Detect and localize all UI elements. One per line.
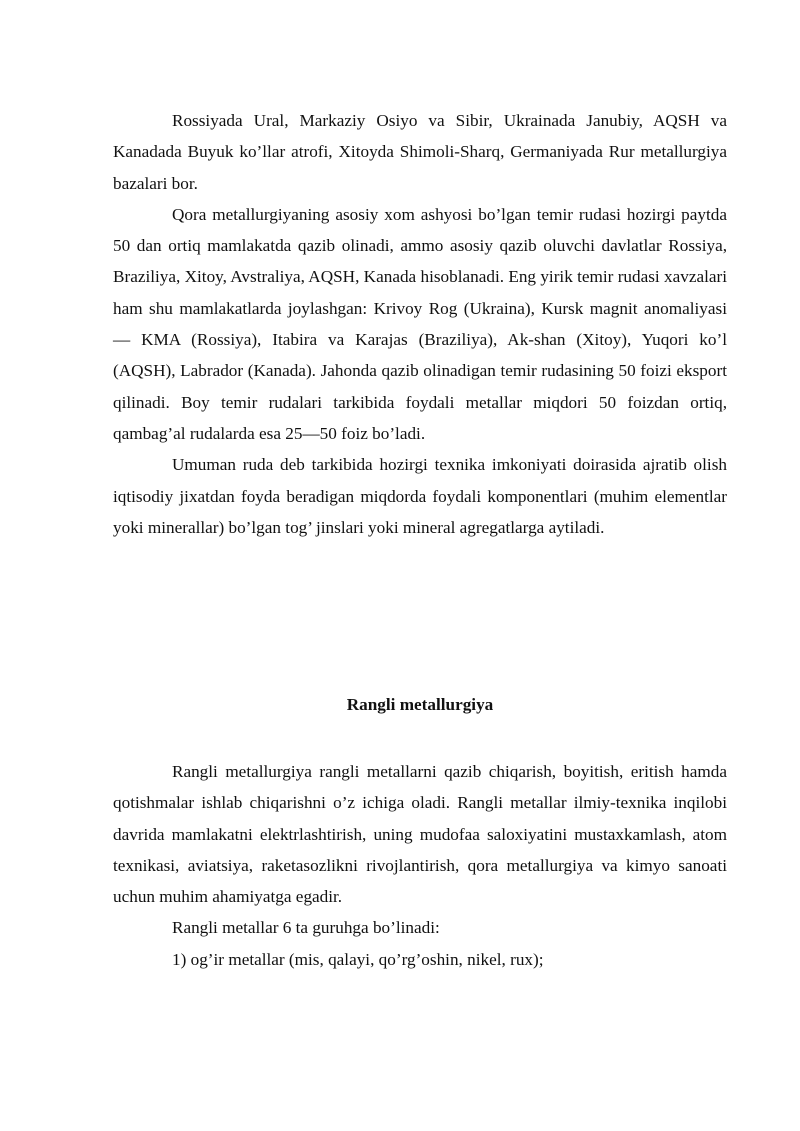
- section-heading: Rangli metallurgiya: [346, 695, 494, 714]
- section-two-body: [113, 756, 727, 975]
- section-one-body: [113, 105, 727, 543]
- paragraph-groups-intro: Rangli metallar 6 ta guruhga bo’linadi:: [172, 918, 440, 938]
- paragraph-nonferrous-intro: Rangli metallurgiya rangli metallarni qazib chiqarish, boyitish, eritish hamda qotishmalar ishlab chiqarishni o’z ichiga oladi. Rangli metallar ilmiy-texnika inqilobi davrida mamlakatni elektrlashtirish, uning mudofaa saloxiyatini mustaxkamlash, atom texnikasi, aviatsiya, raketasozlikni rivojlantirish, qora metallurgiya va kimyo sanoati uchun muhim ahamiyatga egadir.: [113, 762, 727, 907]
- list-item-heavy-metals: 1) og’ir metallar (mis, qalayi, qo’rg’oshin, nikel, rux);: [172, 949, 544, 969]
- paragraph-iron-ore: Qora metallurgiyaning asosiy xom ashyosi bo’lgan temir rudasi hozirgi paytda 50 dan ortiq mamlakatda qazib olinadi, ammo asosiy qazib oluvchi davlatlar Rossiya, Braziliya, Xitoy, Avstraliya, AQSH, Kanada hisoblanadi. Eng yirik temir rudasi xavzalari ham shu mamlakatlarda joylashgan: Krivoy Rog (Ukraina), Kursk magnit anomaliyasi — KMA (Rossiya), Itabira va Karajas (Braziliya), Ak-shan (Xitoy), Yuqori ko’l (AQSH), Labrador (Kanada). Jahonda qazib olinadigan temir rudasining 50 foizi eksport qilinadi. Boy temir rudalari tarkibida foydali metallar miqdori 50 foizdan ortiq, qambag’al rudalarda esa 25—50 foiz bo’ladi.: [113, 204, 727, 443]
- paragraph-metallurgy-bases: Rossiyada Ural, Markaziy Osiyo va Sibir, Ukrainada Janubiy, AQSH va Kanadada Buyuk ko’llar atrofi, Xitoyda Shimoli-Sharq, Germaniyada Rur metallurgiya bazalari bor.: [113, 111, 727, 193]
- paragraph-ore-definition: Umuman ruda deb tarkibida hozirgi texnika imkoniyati doirasida ajratib olish iqtisodiy jixatdan foyda beradigan miqdorda foydali komponentlari (muhim elementlar yoki minerallar) bo’lgan tog’ jinslari yoki mineral agregatlarga aytiladi.: [113, 455, 727, 537]
